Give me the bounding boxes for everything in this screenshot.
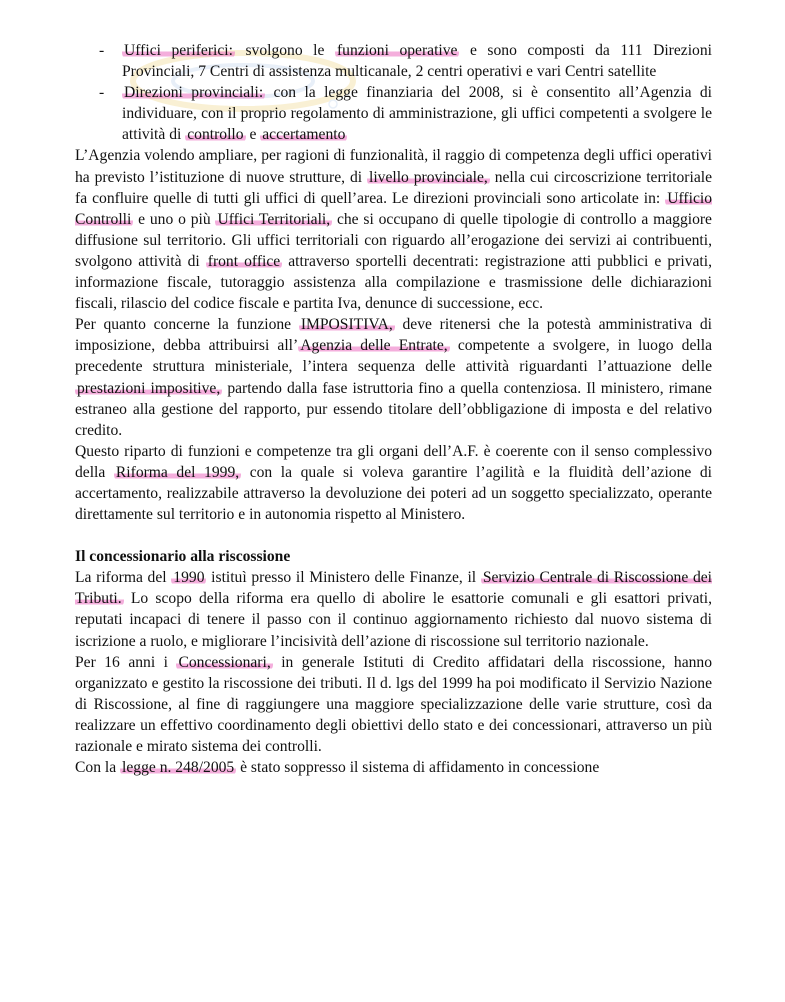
bullet-item-uffici-periferici xyxy=(75,40,712,82)
highlight-uffici-periferici: Uffici periferici: xyxy=(124,42,233,59)
text-span: che si occupano di quelle tipologie di controllo a maggiore diffusione sul territorio. Gli uffici territoriali con riguardo all’erogazione dei servizi ai contribuenti, svolgono attività di xyxy=(75,210,712,270)
highlight-legge-248-2005: legge n. 248/2005 xyxy=(122,759,235,777)
highlight-front-office: front office xyxy=(207,252,281,270)
paragraph-riforma-1990 xyxy=(75,567,712,651)
text-span: istituì presso il Ministero delle Finanze, il xyxy=(206,569,481,587)
highlight-uffici-territoriali: Uffici Territoriali, xyxy=(217,210,331,228)
text-span: partendo dalla fase istruttoria fino a quella contenziosa. Il ministero, rimane estraneo alla gestione del rapporto, pur essendo titolare dell’obbligazione di imposta e del relativo credito. xyxy=(75,379,712,439)
text-span: Con la xyxy=(75,759,121,777)
document-page xyxy=(75,40,712,778)
paragraph-riparto xyxy=(75,441,712,525)
text-span: e sono composti da 111 Direzioni Provinciali, 7 Centri di assistenza multicanale, 2 centri operativi e vari Centri satellite xyxy=(122,42,712,81)
highlight-ufficio-controlli: Ufficio Controlli xyxy=(75,189,712,228)
bullet-item-direzioni-provinciali xyxy=(75,82,712,145)
paragraph-agenzia xyxy=(75,145,712,314)
section-heading: Il concessionario alla riscossione xyxy=(75,548,291,566)
highlight-servizio-centrale: Servizio Centrale di Riscossione dei Tributi. xyxy=(75,569,712,608)
text-span: Lo scopo della riforma era quello di abolire le esattorie comunali e gli esattori privati, reputati incapaci di tenere il passo con il continuo aggiornamento richiesto dal nuovo sistema di iscrizione a ruolo, e migliorare l’incisività dell’azione di riscossione sul territorio nazionale. xyxy=(75,590,712,650)
highlight-direzioni-provinciali: Direzioni provinciali: xyxy=(124,84,264,102)
highlight-livello-provinciale: livello provinciale, xyxy=(369,168,488,186)
spacer xyxy=(75,525,712,546)
highlight-controllo: controllo xyxy=(187,126,244,144)
text-span: nella cui circoscrizione territoriale fa confluire quelle di tutti gli uffici di quell’area. Le direzioni provinciali sono articolate in: xyxy=(75,168,713,207)
text-span: svolgono le xyxy=(234,42,335,59)
text-span: Per quanto concerne la funzione xyxy=(75,316,299,334)
text-span: La riforma del xyxy=(75,569,172,587)
text-span: in generale Istituti di Credito affidatari della riscossione, hanno organizzato e gestito la riscossione dei tributi. Il d. lgs del 1999 ha poi modificato il Servizio Nazione di Riscossione, al fine di raggiungere una maggiore specializzazione delle varie strutture, così da realizzare un effettivo coordinamento degli obiettivi dello stato e dei concessionari, attraverso un più razionale e mirato sistema dei controlli. xyxy=(75,653,713,755)
highlight-impositiva: IMPOSITIVA, xyxy=(300,316,393,334)
highlight-riforma-1999: Riforma del 1999, xyxy=(115,463,240,481)
highlight-prestazioni-impositive: prestazioni impositive, xyxy=(77,379,221,397)
bullet-dash: - xyxy=(99,84,105,102)
highlight-agenzia-entrate: Agenzia delle Entrate, xyxy=(300,337,448,355)
text-span: e uno o più xyxy=(133,210,216,228)
text-span: deve ritenersi che la potestà amministrativa di imposizione, debba attribuirsi all’ xyxy=(75,316,712,355)
text-span: Questo riparto di funzioni e competenze tra gli organi dell’A.F. è coerente con il senso complessivo della xyxy=(75,442,712,481)
text-span: con la legge finanziaria del 2008, si è consentito all’Agenzia di individuare, con il proprio regolamento di amministrazione, gli uffici competenti a svolgere le attività di xyxy=(122,84,713,144)
paragraph-concessionari xyxy=(75,652,712,757)
text-span: e xyxy=(245,126,261,144)
paragraph-legge-248 xyxy=(75,757,712,778)
text-span: con la quale si voleva garantire l’agilità e la fluidità dell’azione di accertamento, realizzabile attraverso la devoluzione dei poteri ad un soggetto specializzato, operante direttamente sul territorio e in autonomia rispetto al Ministero. xyxy=(75,463,713,524)
highlight-concessionari: Concessionari, xyxy=(178,653,271,671)
bullet-dash: - xyxy=(99,42,105,59)
text-span: competente a svolgere, in luogo della precedente struttura ministeriale, l’intera sequenza delle attività riguardanti l’attuazione delle xyxy=(75,337,712,376)
highlight-accertamento: accertamento xyxy=(262,126,346,144)
highlight-funzioni-operative: funzioni operative xyxy=(336,42,458,59)
text-span: attraverso sportelli decentrati: registrazione atti pubblici e privati, informazione fiscale, tutoraggio assistenza alla compilazione e trasmissione delle dichiarazioni fiscali, rilascio del codice fiscale e partita Iva, denunce di successione, ecc. xyxy=(75,252,712,313)
paragraph-funzione-impositiva xyxy=(75,314,712,441)
text-span: L’Agenzia volendo ampliare, per ragioni di funzionalità, il raggio di competenza degli uffici operativi ha previsto l’istituzione di nuove strutture, di xyxy=(75,147,712,186)
text-span: è stato soppresso il sistema di affidamento in concessione xyxy=(236,759,600,777)
text-span: Per 16 anni i xyxy=(75,653,177,671)
highlight-1990: 1990 xyxy=(173,569,205,587)
